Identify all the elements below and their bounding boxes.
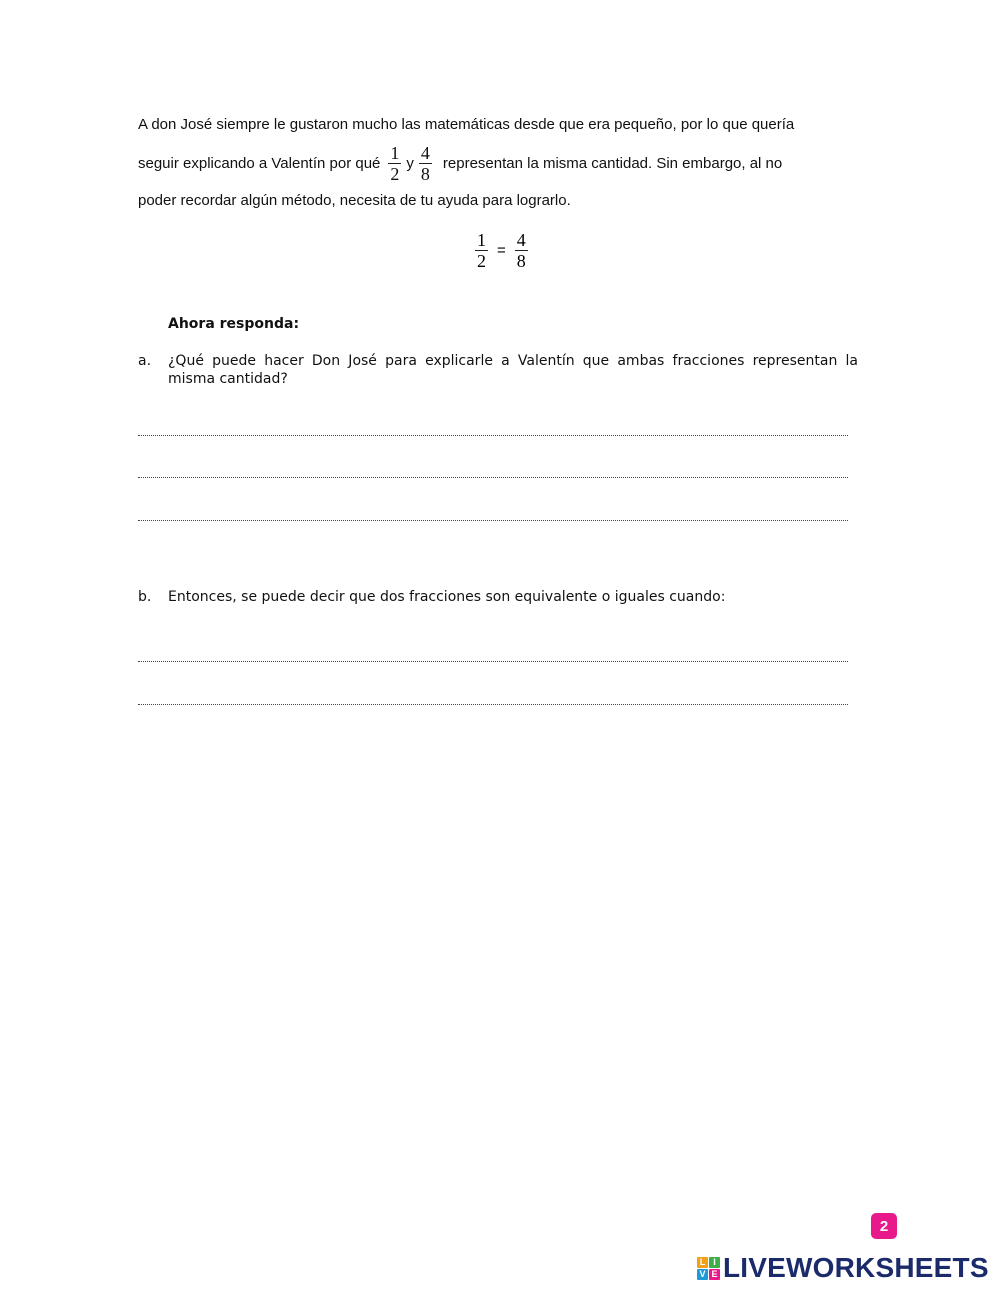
answer-line-a-2[interactable] — [138, 477, 848, 478]
question-text: Entonces, se puede decir que dos fracciones son equivalente o iguales cuando: — [168, 589, 726, 605]
fraction-four-eighths — [419, 143, 432, 184]
answer-line-b-2[interactable] — [138, 704, 848, 705]
intro-line-3: poder recordar algún método, necesita de tu ayuda para lograrlo. — [138, 192, 571, 209]
fraction-one-half — [388, 143, 401, 184]
intro-line-2 — [138, 140, 863, 186]
page-number-badge: 2 — [871, 1213, 897, 1239]
fraction-numerator: 1 — [477, 230, 486, 250]
intro-line-2-end: representan la misma cantidad. Sin embargo, al no — [442, 154, 783, 172]
fraction-equation — [472, 230, 531, 271]
fraction-numerator: 1 — [390, 142, 400, 163]
fraction-denominator: 2 — [477, 251, 486, 271]
question-a — [138, 352, 858, 388]
logo-letter-l: L — [697, 1257, 708, 1268]
question-letter: a. — [138, 353, 152, 369]
answer-line-a-1[interactable] — [138, 435, 848, 436]
question-b — [138, 588, 858, 606]
fraction-denominator: 8 — [420, 163, 430, 184]
logo-text: LIVEWORKSHEETS — [723, 1252, 989, 1283]
section-title: Ahora responda: — [168, 316, 300, 332]
intro-line-2-start: seguir explicando a Valentín por qué — [138, 154, 381, 172]
logo-letter-v: V — [697, 1269, 708, 1280]
answer-line-b-1[interactable] — [138, 661, 848, 662]
fraction-numerator: 4 — [516, 230, 526, 250]
question-letter: b. — [138, 589, 152, 605]
equation-right-fraction — [515, 230, 528, 271]
fraction-numerator: 4 — [420, 142, 430, 163]
intro-line-1: A don José siempre le gustaron mucho las matemáticas desde que era pequeño, por lo que quería — [138, 116, 795, 133]
logo-letter-i: I — [709, 1257, 720, 1268]
equals-sign: = — [497, 242, 506, 259]
fraction-denominator: 8 — [516, 251, 526, 271]
fraction-denominator: 2 — [390, 163, 400, 184]
liveworksheets-logo — [697, 1252, 989, 1283]
question-text: ¿Qué puede hacer Don José para explicarle a Valentín que ambas fracciones representan la misma cantidad? — [168, 353, 858, 387]
logo-letter-e: E — [709, 1269, 720, 1280]
conjunction: y — [406, 154, 414, 172]
logo-live-icon — [697, 1257, 720, 1280]
equation-left-fraction — [475, 230, 488, 271]
answer-line-a-3[interactable] — [138, 520, 848, 521]
